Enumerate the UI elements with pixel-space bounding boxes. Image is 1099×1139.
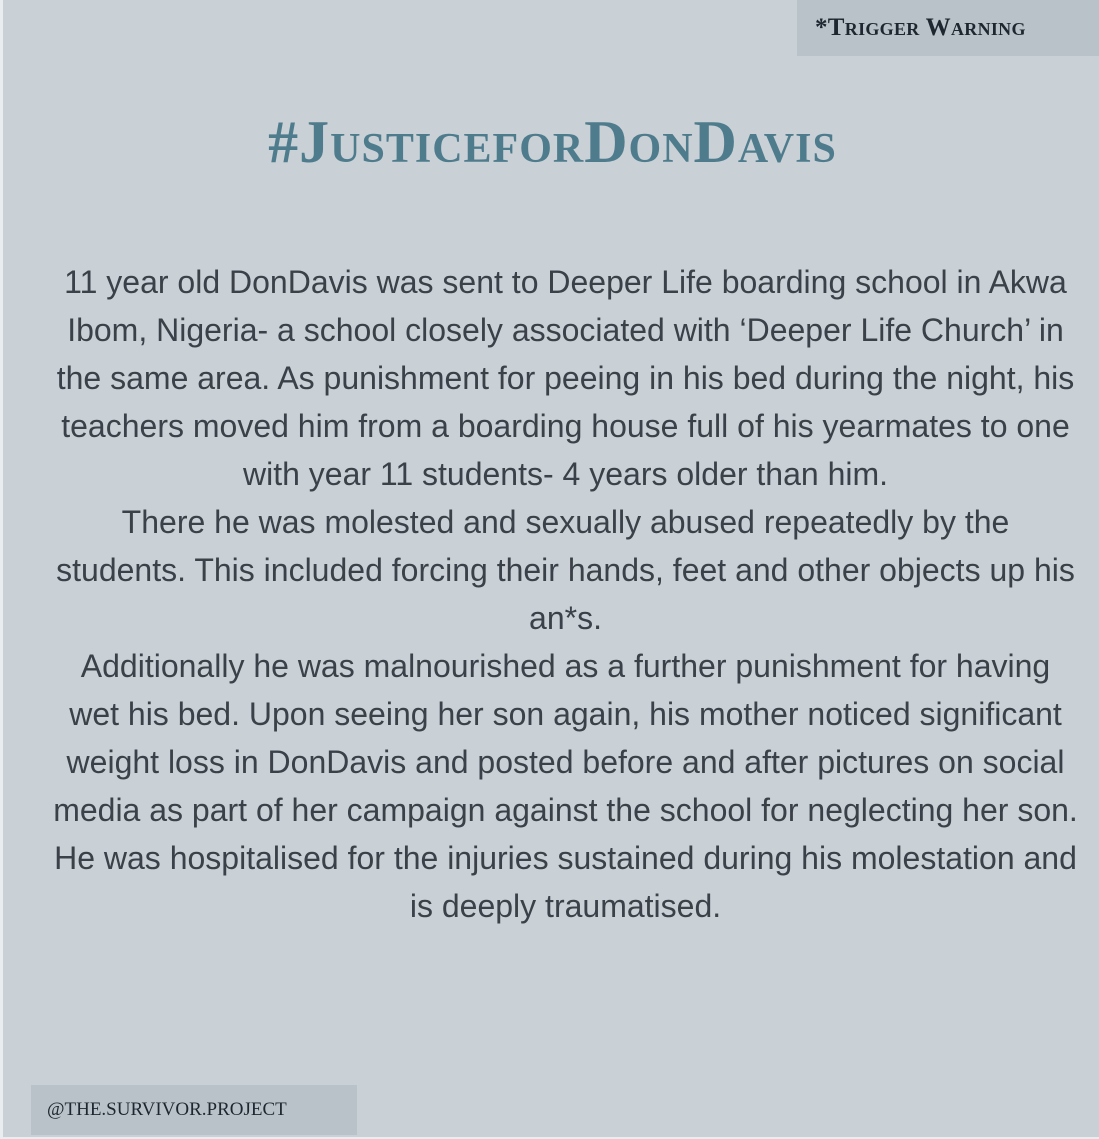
account-handle: @THE.SURVIVOR.PROJECT xyxy=(31,1085,357,1135)
post-body xyxy=(53,258,1078,930)
trigger-warning-label: *Trigger Warning xyxy=(797,0,1099,56)
body-paragraph-3: Additionally he was malnourished as a further punishment for having wet his bed. Upon seeing her son again, his mother noticed significant weight loss in DonDavis and posted before and after pictures on social media as part of her campaign against the school for neglecting her son. He was hospitalised for the injuries sustained during his molestation and is deeply traumatised. xyxy=(53,648,1078,924)
body-paragraph-2: There he was molested and sexually abused repeatedly by the students. This included forcing their hands, feet and other objects up his an*s. xyxy=(56,504,1075,636)
post-title: #JusticeforDonDavis xyxy=(268,109,837,175)
body-paragraph-1: 11 year old DonDavis was sent to Deeper Life boarding school in Akwa Ibom, Nigeria- a school closely associated with ‘Deeper Life Church’ in the same area. As punishment for peeing in his bed during the night, his teachers moved him from a boarding house full of his yearmates to one with year 11 students- 4 years older than him. xyxy=(56,264,1075,492)
